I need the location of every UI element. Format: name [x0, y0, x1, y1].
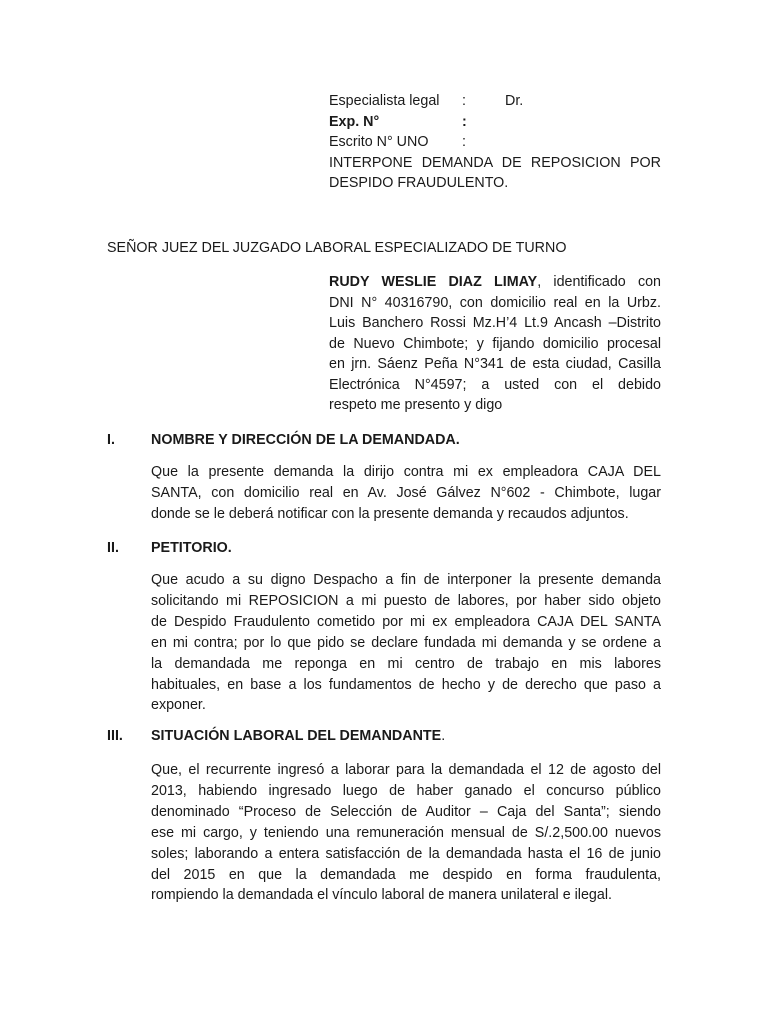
header-colon: :	[462, 134, 466, 150]
intro-line: en jrn. Sáenz Peña N°341 de esta ciudad, Casilla	[329, 356, 661, 372]
header-value: Dr.	[505, 93, 524, 109]
section-paragraph	[151, 462, 661, 525]
paragraph-line: del 2015 en que la demandada me despido en forma fraudulenta,	[151, 866, 661, 883]
paragraph-line: Que, el recurrente ingresó a laborar para la demandada el 12 de agosto del	[151, 762, 661, 778]
header-colon: :	[462, 93, 466, 109]
paragraph-line: de Despido Fraudulento cometido por mi ex empleadora CAJA DEL SANTA	[151, 613, 661, 630]
case-header	[329, 91, 661, 194]
section-paragraph	[151, 570, 661, 716]
intro-line: respeto me presento y digo	[329, 397, 503, 413]
intro-line: Electrónica N°4597; a usted con el debido	[329, 376, 661, 393]
paragraph-line: soles; laborando a entera satisfacción de la demandada hasta el 16 de junio	[151, 845, 661, 862]
intro-line-text: , identificado con	[537, 274, 661, 290]
header-label: Exp. N°	[329, 113, 380, 130]
addressee: SEÑOR JUEZ DEL JUZGADO LABORAL ESPECIALIZADO DE TURNO	[107, 240, 567, 256]
paragraph-line: Que la presente demanda la dirijo contra mi ex empleadora CAJA DEL	[151, 464, 661, 480]
intro-line	[329, 272, 661, 293]
intro-line: de Nuevo Chimbote; y fijando domicilio procesal	[329, 335, 661, 352]
paragraph-line: denominado “Proceso de Selección de Auditor – Caja del Santa”; siendo	[151, 803, 661, 820]
paragraph-line: solicitando mi REPOSICION a mi puesto de labores, por haber sido objeto	[151, 592, 661, 609]
section-number: II.	[107, 540, 119, 556]
paragraph-line: SANTA, con domicilio real en Av. José Gálvez N°602 - Chimbote, lugar	[151, 484, 661, 501]
section-title: PETITORIO.	[151, 540, 232, 556]
header-label: Especialista legal	[329, 93, 440, 109]
header-row-exp	[329, 112, 661, 133]
intro-line: Luis Banchero Rossi Mz.H’4 Lt.9 Ancash –Distrito	[329, 315, 661, 331]
section-heading	[107, 430, 460, 450]
paragraph-line: rompiendo la demandada el vínculo laboral de manera unilateral e ilegal.	[151, 887, 612, 904]
section-title: SITUACIÓN LABORAL DEL DEMANDANTE	[151, 728, 442, 744]
plaintiff-name: RUDY WESLIE DIAZ LIMAY	[329, 274, 538, 290]
header-label: Escrito N° UNO	[329, 134, 429, 150]
paragraph-line: donde se le deberá notificar con la presente demanda y recaudos adjuntos.	[151, 505, 629, 522]
section-title: NOMBRE Y DIRECCIÓN DE LA DEMANDADA.	[151, 432, 460, 448]
section-paragraph	[151, 760, 661, 906]
paragraph-line: en mi contra; por lo que pido se declare fundada mi demanda y se ordene a	[151, 634, 661, 651]
paragraph-line: 2013, habiendo ingresado luego de haber ganado el concurso público	[151, 782, 661, 799]
paragraph-line: habituales, en base a los fundamentos de hecho y de derecho que paso a	[151, 676, 661, 693]
intro-line: DNI N° 40316790, con domicilio real en la Urbz.	[329, 294, 661, 311]
subject-line: INTERPONE DEMANDA DE REPOSICION POR	[329, 154, 661, 171]
header-colon: :	[462, 113, 467, 130]
subject-line: DESPIDO FRAUDULENTO.	[329, 175, 509, 191]
section-heading	[107, 538, 232, 558]
paragraph-line: ese mi cargo, y teniendo una remuneración mensual de S/.2,500.00 nuevos	[151, 824, 661, 841]
paragraph-line: la demandada me reponga en mi centro de trabajo en mis labores	[151, 655, 661, 672]
paragraph-line: exponer.	[151, 697, 206, 714]
section-heading	[107, 726, 445, 746]
section-title-suffix: .	[441, 728, 446, 744]
header-row-specialist	[329, 91, 661, 112]
section-number: I.	[107, 432, 115, 448]
intro-paragraph	[329, 272, 661, 416]
paragraph-line: Que acudo a su digno Despacho a fin de interponer la presente demanda	[151, 572, 661, 588]
header-row-writ	[329, 132, 661, 153]
section-number: III.	[107, 728, 123, 744]
